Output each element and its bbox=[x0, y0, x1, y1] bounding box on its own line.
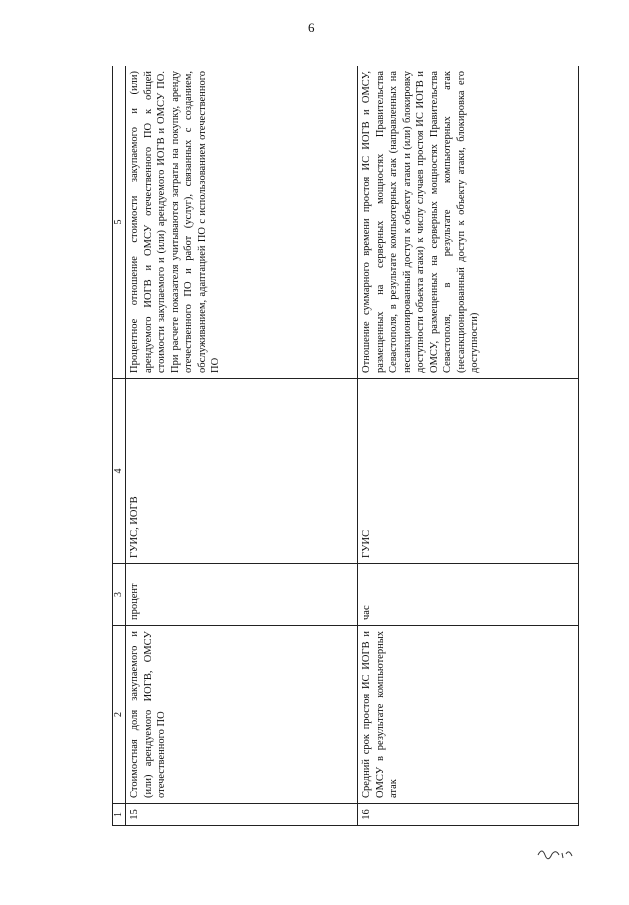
table-row bbox=[358, 66, 579, 826]
source-cell: ГУИС, ИОГВ bbox=[126, 379, 358, 564]
row-number: 16 bbox=[358, 804, 579, 826]
unit-cell: час bbox=[358, 564, 579, 626]
page-number: 6 bbox=[308, 20, 315, 35]
unit-cell: процент bbox=[126, 564, 358, 626]
header-cell: 2 bbox=[113, 626, 126, 804]
header-cell: 5 bbox=[113, 66, 126, 379]
table-row bbox=[126, 66, 358, 826]
indicators-table bbox=[112, 66, 579, 826]
header-row bbox=[113, 66, 126, 826]
method-cell: Процентное отношение стоимости закупаемого и (или) арендуемого ИОГВ и ОМСУ отечественного ПО к общей стоимости закупаемого и (или) арендуемого ИОГВ и ОМСУ ПО. При расчете показателя учитываются затраты на покупку, аренду отечественного ПО и работ (услуг), связанных с созданием, обслуживанием, адаптацией ПО с использованием отечественного ПО bbox=[126, 66, 358, 379]
source-cell: ГУИС bbox=[358, 379, 579, 564]
indicator-name: Стоимостная доля закупаемого и (или) арендуемого ИОГВ, ОМСУ отечественного ПО bbox=[126, 626, 358, 804]
header-cell: 4 bbox=[113, 379, 126, 564]
indicator-name: Средний срок простоя ИС ИОГВ и ОМСУ в результате компьютерных атак bbox=[358, 626, 579, 804]
row-number: 15 bbox=[126, 804, 358, 826]
handwritten-mark-icon bbox=[536, 843, 576, 861]
method-cell: Отношение суммарного времени простоя ИС ИОГВ и ОМСУ, размещенных на серверных мощностях Правительства Севастополя, в результате компьютерных атак (направленных на несанкционированный доступ к объекту атаки и (или) блокировку доступности объекта атаки) к числу случаев простоя ИС ИОГВ и ОМСУ, размещенных на серверных мощностях Правительства Севастополя, в результате компьютерных атак (несанкционированный доступ к объекту атаки, блокировка его доступности) bbox=[358, 66, 579, 379]
rotated-table-frame bbox=[112, 66, 579, 826]
table-container bbox=[112, 66, 579, 826]
header-cell: 1 bbox=[113, 804, 126, 826]
header-cell: 3 bbox=[113, 564, 126, 626]
